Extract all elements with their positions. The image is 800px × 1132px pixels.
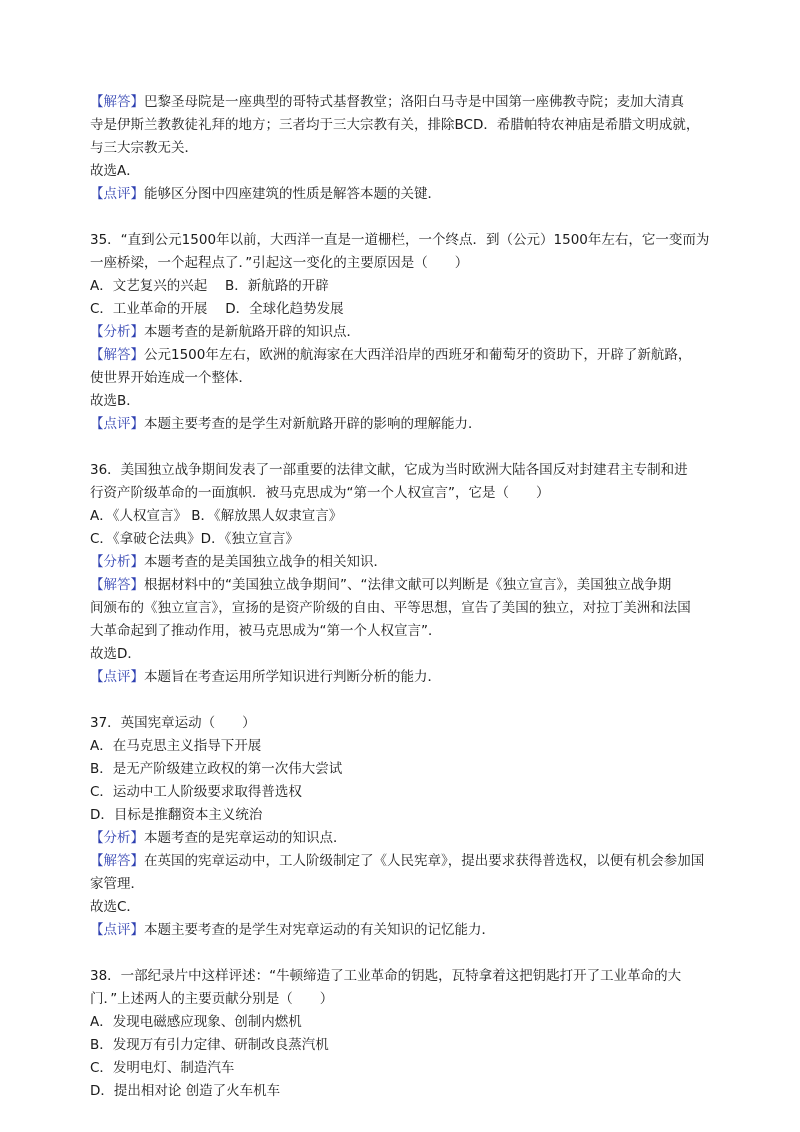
question-stem: 门．”上述两人的主要贡献分别是（ ） bbox=[90, 991, 334, 1007]
analysis-text: 本题考查的是美国独立战争的相关知识． bbox=[144, 554, 387, 570]
answer-text: 与三大宗教无关． bbox=[90, 140, 198, 156]
answer-text: 家管理． bbox=[90, 876, 144, 892]
analysis-text: 本题考查的是新航路开辟的知识点． bbox=[144, 324, 360, 340]
comment-text: 本题主要考查的是学生对新航路开辟的影响的理解能力． bbox=[144, 416, 482, 432]
question-stem: 37．英国宪章运动（ ） bbox=[90, 715, 256, 731]
comment-line bbox=[90, 919, 710, 942]
option-line: A．发现电磁感应现象、创制内燃机 bbox=[90, 1014, 302, 1030]
answer-line bbox=[90, 850, 710, 873]
analysis-line bbox=[90, 551, 710, 574]
option-line: D．提出相对论 创造了火车机车 bbox=[90, 1083, 281, 1099]
answer-text: 根据材料中的“美国独立战争期间”、“法律文献可以判断是《独立宣言》，美国独立战争期 bbox=[144, 577, 672, 593]
option-line: C．工业革命的开展 D．全球化趋势发展 bbox=[90, 301, 344, 317]
comment-line bbox=[90, 183, 710, 206]
answer-line bbox=[90, 91, 710, 114]
answer-choice: 故选C． bbox=[90, 899, 140, 915]
comment-line bbox=[90, 666, 710, 689]
option-line: B．发现万有引力定律、研制改良蒸汽机 bbox=[90, 1037, 329, 1053]
answer-choice: 故选B． bbox=[90, 393, 140, 409]
question-stem: 35．“直到公元1500年以前，大西洋一直是一道栅栏，一个终点．到（公元）1500年左右，它一变而为 bbox=[90, 232, 710, 248]
answer-text: 巴黎圣母院是一座典型的哥特式基督教堂；洛阳白马寺是中国第一座佛教寺院；麦加大清真 bbox=[144, 94, 684, 110]
option-line: A．文艺复兴的兴起 B．新航路的开辟 bbox=[90, 278, 329, 294]
comment-tag: 【点评】 bbox=[90, 186, 144, 202]
answer-text: 使世界开始连成一个整体． bbox=[90, 370, 252, 386]
answer-choice: 故选A． bbox=[90, 163, 140, 179]
analysis-text: 本题考查的是宪章运动的知识点． bbox=[144, 830, 347, 846]
comment-tag: 【点评】 bbox=[90, 669, 144, 685]
answer-text: 间颁布的《独立宣言》，宣扬的是资产阶级的自由、平等思想，宣告了美国的独立，对拉丁美洲和法国 bbox=[90, 600, 691, 616]
option-line: D．目标是推翻资本主义统治 bbox=[90, 807, 263, 823]
answer-tag: 【解答】 bbox=[90, 347, 144, 363]
comment-text: 能够区分图中四座建筑的性质是解答本题的关键． bbox=[144, 186, 441, 202]
question-stem: 行资产阶级革命的一面旗帜．被马克思成为“第一个人权宣言”，它是（ ） bbox=[90, 485, 550, 501]
question-stem: 一座桥梁，一个起程点了．”引起这一变化的主要原因是（ ） bbox=[90, 255, 469, 271]
answer-text: 寺是伊斯兰教教徒礼拜的地方；三者均于三大宗教有关，排除BCD．希腊帕特农神庙是希腊文明成就， bbox=[90, 117, 700, 133]
option-line: C．发明电灯、制造汽车 bbox=[90, 1060, 235, 1076]
question-stem: 36．美国独立战争期间发表了一部重要的法律文献，它成为当时欧洲大陆各国反对封建君主专制和进 bbox=[90, 462, 688, 478]
answer-text: 大革命起到了推动作用，被马克思成为“第一个人权宣言”． bbox=[90, 623, 442, 639]
option-line: C．运动中工人阶级要求取得普选权 bbox=[90, 784, 302, 800]
comment-line bbox=[90, 413, 710, 436]
answer-tag: 【解答】 bbox=[90, 853, 144, 869]
comment-text: 本题旨在考查运用所学知识进行判断分析的能力． bbox=[144, 669, 441, 685]
answer-line bbox=[90, 344, 710, 367]
option-line: B．是无产阶级建立政权的第一次伟大尝试 bbox=[90, 761, 343, 777]
analysis-tag: 【分析】 bbox=[90, 324, 144, 340]
option-line: C．《拿破仑法典》D．《独立宣言》 bbox=[90, 531, 299, 547]
analysis-line bbox=[90, 827, 710, 850]
comment-tag: 【点评】 bbox=[90, 416, 144, 432]
option-line: A．在马克思主义指导下开展 bbox=[90, 738, 262, 754]
answer-line bbox=[90, 574, 710, 597]
analysis-line bbox=[90, 321, 710, 344]
question-stem: 38．一部纪录片中这样评述：“牛顿缔造了工业革命的钥匙，瓦特拿着这把钥匙打开了工业革命的大 bbox=[90, 968, 682, 984]
answer-tag: 【解答】 bbox=[90, 94, 144, 110]
analysis-tag: 【分析】 bbox=[90, 830, 144, 846]
option-line: A．《人权宣言》 B．《解放黑人奴隶宣言》 bbox=[90, 508, 343, 524]
answer-tag: 【解答】 bbox=[90, 577, 144, 593]
comment-text: 本题主要考查的是学生对宪章运动的有关知识的记忆能力． bbox=[144, 922, 495, 938]
analysis-tag: 【分析】 bbox=[90, 554, 144, 570]
answer-text: 在英国的宪章运动中，工人阶级制定了《人民宪章》，提出要求获得普选权，以便有机会参加国 bbox=[144, 853, 705, 869]
answer-text: 公元1500年左右，欧洲的航海家在大西洋沿岸的西班牙和葡萄牙的资助下，开辟了新航路， bbox=[144, 347, 692, 363]
comment-tag: 【点评】 bbox=[90, 922, 144, 938]
answer-choice: 故选D． bbox=[90, 646, 141, 662]
